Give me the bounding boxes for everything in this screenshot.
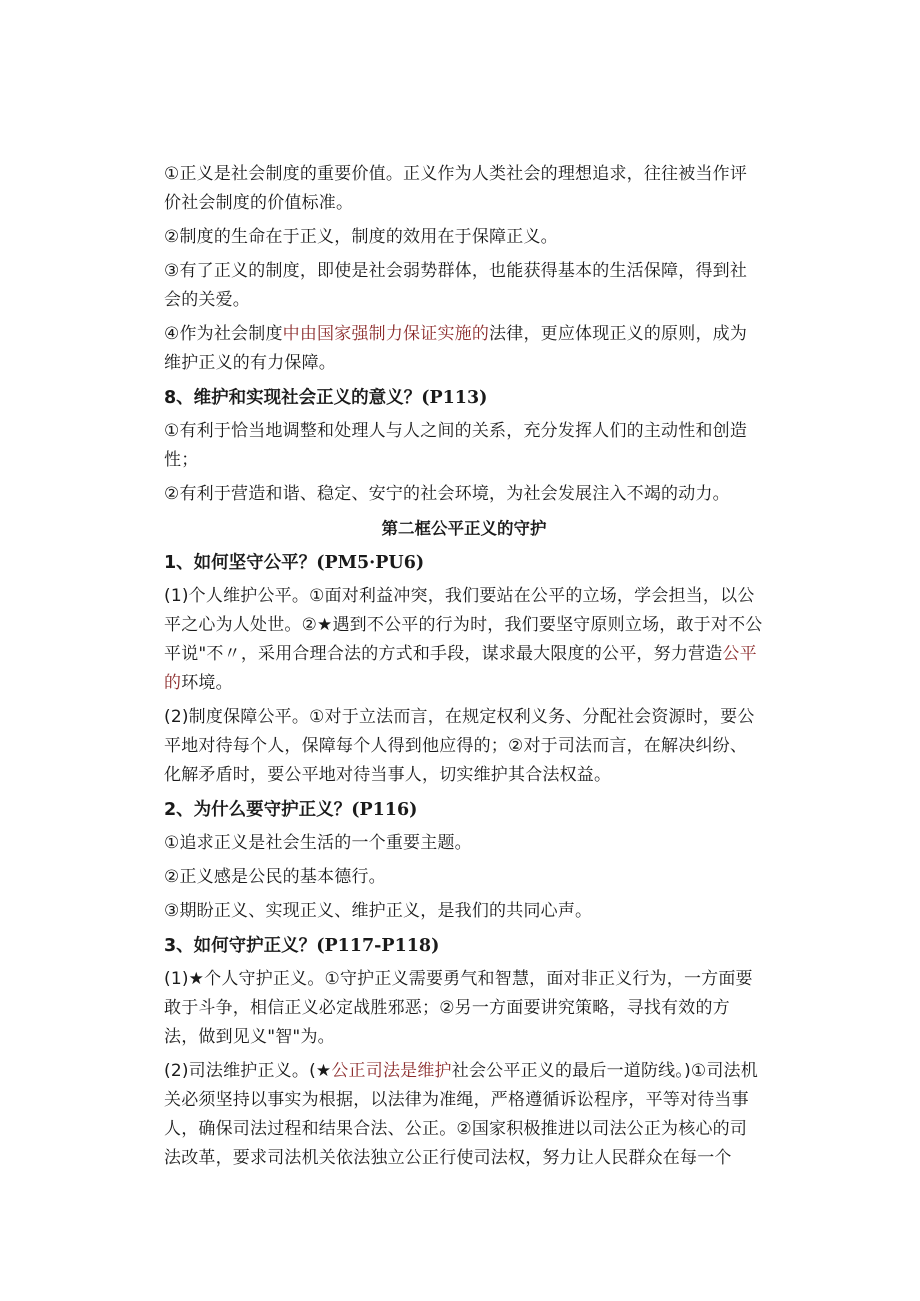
document-page — [164, 160, 764, 1178]
paragraph-justice-value: ①正义是社会制度的重要价值。正义作为人类社会的理想追求，往往被当作评价社会制度的价值标准。 — [164, 164, 748, 213]
highlight-text: 公正司法是维护 — [331, 1061, 452, 1081]
paragraph-benefit-environment: ②有利于营造和谐、稳定、安宁的社会环境，为社会发展注入不竭的动力。 — [164, 484, 730, 504]
page-reference: (P117-P118) — [316, 936, 440, 956]
page-reference: (PM5·PU6) — [316, 553, 425, 573]
paragraph-benefit-relations: ①有利于恰当地调整和处理人与人之间的关系，充分发挥人们的主动性和创造性； — [164, 421, 748, 470]
paragraph-law-guarantee — [164, 320, 764, 378]
heading-question-8 — [164, 383, 764, 413]
heading-text: 8、维护和实现社会正义的意义？ — [164, 388, 422, 408]
text-segment: (1)个人维护公平。①面对利益冲突，我们要站在公平的立场，学会担当，以公平之心为人处世。②★遇到不公平的行为时，我们要坚守原则立场，敢于对不公平说"不〃，采用合理合法的方式和手段，谋求最大限度的公平，努力营造 — [164, 586, 763, 664]
heading-question-3 — [164, 931, 764, 961]
heading-question-2 — [164, 795, 764, 825]
heading-text: 3、如何守护正义？ — [164, 936, 317, 956]
paragraph-pursue-justice: ①追求正义是社会生活的一个重要主题。 — [164, 833, 472, 853]
highlight-text: 公平的 — [164, 644, 757, 693]
page-reference: (P116) — [351, 800, 418, 820]
paragraph-personal-justice: (1)★个人守护正义。①守护正义需要勇气和智慧，面对非正义行为，一方面要敢于斗争，相信正义必定战胜邪恶；②另一方面要讲究策略，寻找有效的方法，做到见义"智"为。 — [164, 969, 753, 1047]
text-segment: (2)司法维护正义。(★ — [164, 1061, 332, 1081]
heading-text: 2、为什么要守护正义？ — [164, 800, 352, 820]
paragraph-just-system: ③有了正义的制度，即使是社会弱势群体，也能获得基本的生活保障，得到社会的关爱。 — [164, 261, 748, 310]
text-segment: 法律，更应体现正义的原则，成为维护正义的有力保障。 — [164, 324, 748, 373]
paragraph-judicial-justice — [164, 1057, 764, 1173]
page-reference: (P113) — [421, 388, 488, 408]
text-segment: 社会公平正义的最后一道防线。)①司法机关必须坚持以事实为根据，以法律为准绳，严格遵循诉讼程序，平等对待当事人，确保司法过程和结果合法、公正。②国家积极推进以司法公正为核心的司法改革，要求司法机关依法独立公正行使司法权，努力让人民群众在每一个 — [164, 1061, 758, 1168]
heading-question-1 — [164, 548, 764, 578]
paragraph-sense-of-justice: ②正义感是公民的基本德行。 — [164, 867, 386, 887]
text-segment: ④作为社会制度 — [164, 324, 283, 344]
section-title: 第二框公平正义的守护 — [381, 519, 547, 538]
paragraph-system-fairness: (2)制度保障公平。①对于立法而言，在规定权利义务、分配社会资源时，要公平地对待每个人，保障每个人得到他应得的；②对于司法而言，在解决纠纷、化解矛盾时，要公平地对待当事人，切实维护其合法权益。 — [164, 707, 755, 785]
paragraph-common-voice: ③期盼正义、实现正义、维护正义，是我们的共同心声。 — [164, 901, 593, 921]
paragraph-personal-fairness — [164, 582, 764, 698]
highlight-text: 力保证实施的 — [385, 324, 490, 344]
paragraph-system-life: ②制度的生命在于正义，制度的效用在于保障正义。 — [164, 227, 558, 247]
heading-text: 1、如何坚守公平？ — [164, 553, 317, 573]
text-segment: 环境。 — [181, 673, 233, 693]
highlight-text: 中由国家强制 — [282, 324, 386, 344]
